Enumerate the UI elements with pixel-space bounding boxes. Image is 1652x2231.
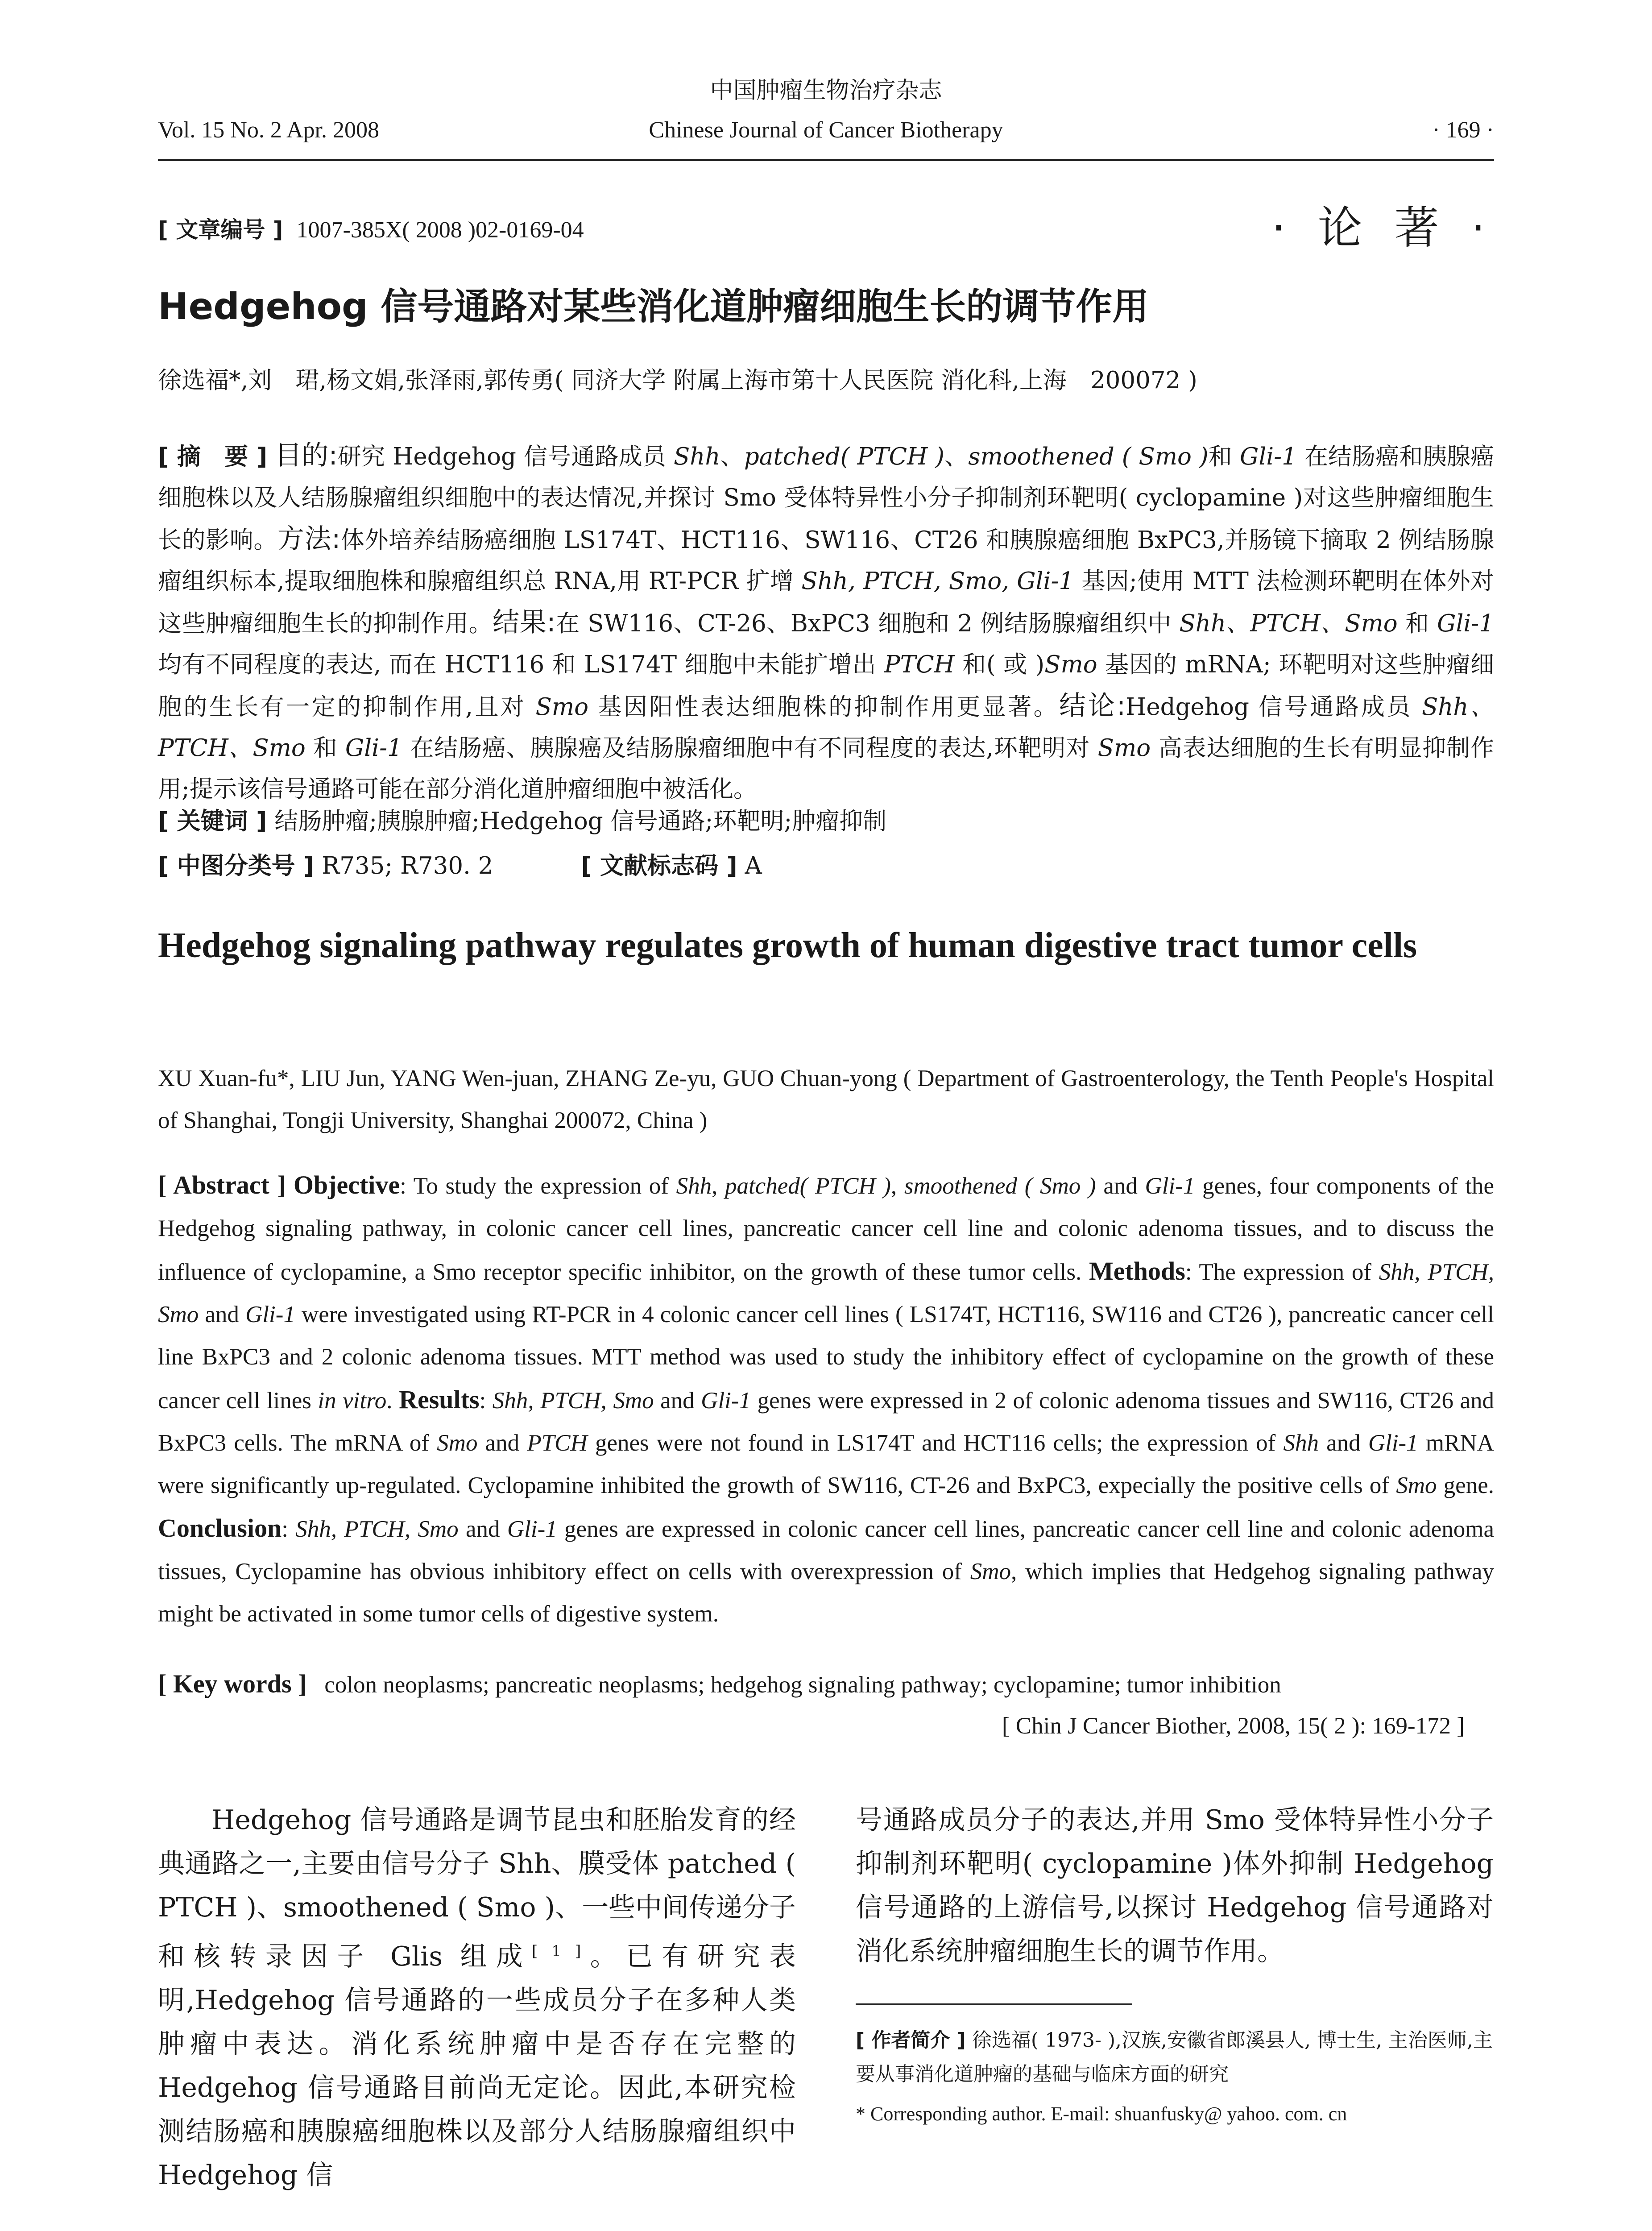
gene-name: Smo xyxy=(1044,651,1097,678)
gene-name: patched( PTCH ) xyxy=(725,1173,891,1199)
gene-name: Shh, PTCH, Smo, Gli-1 xyxy=(801,568,1074,595)
abstract-cn-text: 在结肠癌、胰腺癌及结肠腺瘤细胞中有不同程度的表达,环靶明对 xyxy=(402,734,1098,762)
gene-name: Gli-1 xyxy=(1368,1430,1418,1456)
keywords-cn-label: [ 关键词 ] xyxy=(158,808,267,835)
gene-name: Gli-1 xyxy=(507,1516,557,1542)
abstract-cn-text: 和 xyxy=(1208,443,1240,470)
abstract-en-text: . xyxy=(386,1388,399,1414)
gene-name: Shh xyxy=(676,1173,712,1199)
gene-name: Shh, PTCH, Smo xyxy=(492,1388,654,1414)
reference-marker[interactable]: [ 1 ] xyxy=(532,1942,581,1960)
gene-name: Shh, PTCH, Smo xyxy=(158,1259,1494,1327)
abstract-en-text: gene. xyxy=(1437,1472,1494,1498)
abstract-en xyxy=(158,1164,1494,1635)
body-right-column: 号通路成员分子的表达,并用 Smo 受体特异性小分子抑制剂环靶明( cyclopamine )体外抑制 Hedgehog 信号通路的上游信号,以探讨 Hedgehog 信号通路对消化系统肿瘤细胞生长的调节作用。 xyxy=(856,1804,1494,1967)
abstract-en-text: and xyxy=(1318,1430,1368,1456)
gene-name: Smo xyxy=(535,693,589,721)
abstract-cn-text: 基因的 mRNA; 环靶明对这些肿瘤细胞的生长有一定的抑制作用,且对 xyxy=(158,651,1494,721)
author-bio-label: [ 作者简介 ] xyxy=(856,2029,966,2052)
title-cn: Hedgehog 信号通路对某些消化道肿瘤细胞生长的调节作用 xyxy=(158,286,1149,328)
abstract-en-text: genes, four components of the Hedgehog signaling pathway, in colonic cancer cell lines, pancreatic cancer cell line and colonic adenoma tissues, and to discuss the influence of cyclopamine, a Smo receptor specific inhibitor, on the growth of these tumor cells. xyxy=(158,1173,1495,1285)
authors-en: XU Xuan-fu*, LIU Jun, YANG Wen-juan, ZHANG Ze-yu, GUO Chuan-yong ( Department of Gastroenterology, the Tenth People's Hospital of Shanghai, Tongji University, Shanghai 200072, China ) xyxy=(158,1066,1494,1133)
abstract-en-text: genes were not found in LS174T and HCT116 cells; the expression of xyxy=(587,1430,1284,1456)
abstract-en-label: [ Abstract ] xyxy=(158,1170,286,1199)
abstract-cn-text: Hedgehog 信号通路成员 xyxy=(1126,693,1422,721)
abstract-en-text: : To study the expression of xyxy=(400,1173,676,1199)
gene-name: Shh, PTCH, Smo xyxy=(295,1516,459,1542)
keywords-cn-value: 结肠肿瘤;胰腺肿瘤;Hedgehog 信号通路;环靶明;肿瘤抑制 xyxy=(274,808,887,835)
gene-name: Gli-1 xyxy=(245,1302,295,1327)
abstract-en-text: mRNA were significantly up-regulated. Cyclopamine inhibited the growth of SW116, CT-26 and BxPC3, expecially the positive cells of xyxy=(158,1430,1494,1498)
results-label: Results xyxy=(399,1385,480,1414)
abstract-cn-objective-label: 目的: xyxy=(275,440,338,471)
gene-name: Smo xyxy=(1097,734,1151,762)
abstract-en-text: were investigated using RT-PCR in 4 colonic cancer cell lines ( LS174T, HCT116, SW116 and CT26 ), pancreatic cancer cell line BxPC3 and 2 colonic adenoma tissues. MTT method was used to study the inhibitory effect of cyclopamine on the growth of these cancer cell lines xyxy=(158,1302,1495,1414)
abstract-en-text: , which implies that Hedgehog signaling pathway might be activated in some tumor cells of digestive system. xyxy=(158,1559,1494,1627)
abstract-en-text: and xyxy=(477,1430,527,1456)
author-bio-text: 徐选福( 1973- ),汉族,安徽省郎溪县人, 博士生, 主治医师,主要从事消化道肿瘤的基础与临床方面的研究 xyxy=(856,2029,1493,2086)
gene-name: Gli-1 xyxy=(1437,610,1494,637)
authors-cn: 徐选福*,刘 珺,杨文娟,张泽雨,郭传勇( 同济大学 附属上海市第十人民医院 消化科,上海 200072 ) xyxy=(158,367,1197,394)
article-number xyxy=(158,212,584,244)
title-en: Hedgehog signaling pathway regulates growth of human digestive tract tumor cells xyxy=(158,926,1417,965)
abstract-en-text: genes were expressed in 2 of colonic adenoma tissues and SW116, CT26 and BxPC3 cells. The mRNA of xyxy=(158,1388,1495,1456)
abstract-cn-text: 和 xyxy=(1397,610,1437,637)
keywords-en-value: colon neoplasms; pancreatic neoplasms; hedgehog signaling pathway; cyclopamine; tumor inhibition xyxy=(324,1672,1281,1698)
corresponding-author: * Corresponding author. E-mail: shuanfusky@ yahoo. com. cn xyxy=(856,2103,1347,2125)
article-number-value: 1007-385X( 2008 )02-0169-04 xyxy=(296,217,584,243)
journal-name-cn: 中国肿瘤生物治疗杂志 xyxy=(710,77,942,104)
volume-info: Vol. 15 No. 2 Apr. 2008 xyxy=(158,117,379,143)
classification xyxy=(158,847,762,881)
doc-code-value: A xyxy=(745,852,762,879)
header-rule xyxy=(158,159,1494,161)
abstract-en-text: , xyxy=(712,1173,725,1199)
conclusion-label: Conclusion xyxy=(158,1514,282,1543)
keywords-en-label: [ Key words ] xyxy=(158,1669,307,1698)
clc-value: R735; R730. 2 xyxy=(322,852,493,879)
abstract-cn-text: 基因阳性表达细胞株的抑制作用更显著。 xyxy=(588,693,1060,721)
gene-name: Gli-1 xyxy=(701,1388,751,1414)
gene-name: Shh xyxy=(1283,1430,1319,1456)
gene-name: Gli-1 xyxy=(1145,1173,1195,1199)
abstract-cn-text: 、 xyxy=(720,443,744,470)
gene-name: patched( PTCH ) xyxy=(744,443,944,470)
page-number: · 169 · xyxy=(1432,117,1494,143)
abstract-en-text: and xyxy=(1096,1173,1145,1199)
author-bio xyxy=(856,2024,1494,2091)
abstract-cn-text: 在 SW116、CT-26、BxPC3 细胞和 2 例结肠腺瘤组织中 xyxy=(555,610,1180,637)
gene-name: smoothened ( Smo ) xyxy=(968,443,1209,470)
abstract-en-text: and xyxy=(654,1388,701,1414)
abstract-en-text: genes are expressed in colonic cancer cell lines, pancreatic cancer cell line and colonic adenoma tissues, Cyclopamine has obvious inhibitory effect on cells with overexpression of xyxy=(158,1516,1494,1584)
gene-name: Shh、PTCH、Smo xyxy=(158,693,1494,762)
latin-term: in vitro xyxy=(318,1388,387,1414)
abstract-cn-text: 、 xyxy=(944,443,969,470)
body-text: 。已有研究表明,Hedgehog 信号通路的一些成员分子在多种人类肿瘤中表达。消化系统肿瘤中是否存在完整的 Hedgehog 信号通路目前尚无定论。因此,本研究检测结肠癌和胰腺癌细胞株以及部分人结肠腺瘤组织中 Hedgehog 信 xyxy=(158,1941,796,2191)
abstract-en-text: , xyxy=(890,1173,904,1199)
abstract-cn-methods-label: 方法: xyxy=(277,523,341,555)
gene-name: Smo xyxy=(970,1559,1011,1584)
abstract-cn-results-label: 结果: xyxy=(493,607,556,638)
keywords-en xyxy=(158,1669,1281,1699)
abstract-cn-text: 基因;使用 MTT 法检测环靶明在体外对这些肿瘤细胞生长的抑制作用。 xyxy=(158,568,1494,637)
abstract-cn-text: 体外培养结肠癌细胞 LS174T、HCT116、SW116、CT26 和胰腺癌细胞 BxPC3,并肠镜下摘取 2 例结肠腺瘤组织标本,提取细胞株和腺瘤组织总 RNA,用 RT-PCR 扩增 xyxy=(158,527,1495,595)
abstract-en-text: : xyxy=(282,1516,296,1542)
clc-label: [ 中图分类号 ] xyxy=(158,852,315,879)
gene-name: PTCH xyxy=(527,1430,588,1456)
gene-name: PTCH xyxy=(884,651,955,678)
abstract-en-text: : The expression of xyxy=(1185,1259,1379,1285)
gene-name: Gli-1 xyxy=(1239,443,1297,470)
gene-name: Smo xyxy=(437,1430,478,1456)
gene-name: Shh xyxy=(673,443,720,470)
section-badge: · 论 著 · xyxy=(1271,202,1494,254)
doc-code-label: [ 文献标志码 ] xyxy=(581,852,737,879)
abstract-en-text: and xyxy=(458,1516,507,1542)
abstract-cn xyxy=(158,435,1494,810)
abstract-cn-text: 在结肠癌和胰腺癌细胞株以及人结肠腺瘤组织细胞中的表达情况,并探讨 Smo 受体特异性小分子抑制剂环靶明( cyclopamine )对这些肿瘤细胞生长的影响。 xyxy=(158,443,1494,554)
gene-name: Gli-1 xyxy=(345,734,402,762)
gene-name: Shh、PTCH、Smo xyxy=(1179,610,1398,637)
abstract-cn-text: 和( 或 ) xyxy=(954,651,1045,678)
abstract-cn-text: 高表达细胞的生长有明显抑制作用;提示该信号通路可能在部分消化道肿瘤细胞中被活化。 xyxy=(158,734,1494,803)
gene-name: Smo xyxy=(1396,1472,1437,1498)
methods-label: Methods xyxy=(1089,1256,1185,1286)
abstract-cn-text: 均有不同程度的表达, 而在 HCT116 和 LS174T 细胞中未能扩增出 xyxy=(158,651,884,678)
body-text: Hedgehog 信号通路是调节昆虫和胚胎发育的经典通路之一,主要由信号分子 Shh、膜受体 patched ( PTCH )、smoothened ( Smo )、一些中间传递分子和核转录因子 Glis 组成 xyxy=(158,1804,796,1972)
body-left-column xyxy=(158,1798,796,2197)
abstract-en-text: : xyxy=(479,1388,493,1414)
abstract-cn-text: 和 xyxy=(305,734,345,762)
keywords-cn xyxy=(158,802,886,836)
footnote-rule xyxy=(856,2003,1132,2005)
article-number-label: [ 文章编号 ] xyxy=(158,217,283,243)
abstract-en-text: and xyxy=(199,1302,246,1327)
abstract-cn-label: [ 摘 要 ] xyxy=(158,443,268,470)
objective-label: Objective xyxy=(293,1170,400,1199)
abstract-cn-conclusion-label: 结论: xyxy=(1059,690,1126,722)
gene-name: smoothened ( Smo ) xyxy=(904,1173,1096,1199)
citation: [ Chin J Cancer Biother, 2008, 15( 2 ): 169-172 ] xyxy=(1002,1713,1465,1739)
abstract-cn-text: 研究 Hedgehog 信号通路成员 xyxy=(337,443,674,470)
journal-name-en: Chinese Journal of Cancer Biotherapy xyxy=(649,117,1003,143)
